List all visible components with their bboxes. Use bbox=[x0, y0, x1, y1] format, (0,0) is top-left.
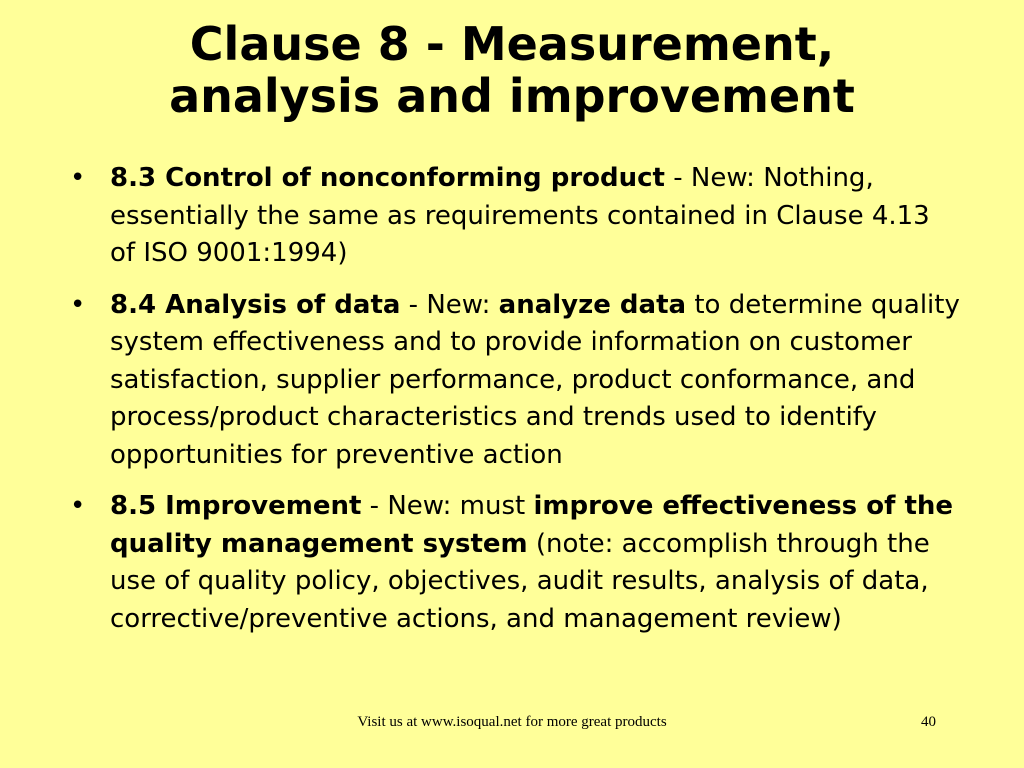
bullet-8-5 bbox=[70, 488, 960, 638]
title-line-1: Clause 8 - Measurement, bbox=[189, 17, 835, 71]
bullet-8-4 bbox=[70, 287, 960, 475]
footer-link-text[interactable]: Visit us at www.isoqual.net for more great products bbox=[357, 714, 667, 730]
bullet-separator: - bbox=[400, 289, 427, 320]
title-line-2: analysis and improvement bbox=[169, 69, 855, 123]
bullet-dot-icon: • bbox=[70, 491, 86, 521]
bullet-list bbox=[70, 160, 960, 652]
bullet-separator: - bbox=[664, 163, 691, 193]
bullet-text: New: bbox=[426, 289, 499, 320]
slide-title bbox=[40, 18, 984, 122]
bullet-emphasis: analyze data bbox=[498, 289, 687, 320]
bullet-text: New: Nothing, essentially the same as requirements contained in Clause 4.13 of ISO 9001:1994) bbox=[110, 163, 930, 268]
bullet-text-continued: (note: accomplish through the use of quality policy, objectives, audit results, analysis of data, corrective/preventive actions, and management review) bbox=[110, 528, 930, 634]
bullet-text-continued: to determine quality system effectiveness and to provide information on customer satisfaction, supplier performance, product conformance, and process/product characteristics and trends used to identify opportunities for preventive action bbox=[110, 289, 960, 470]
page-number: 40 bbox=[921, 714, 936, 730]
bullet-separator: - bbox=[361, 491, 388, 521]
bullet-heading: 8.3 Control of nonconforming product bbox=[110, 163, 665, 193]
bullet-heading: 8.5 Improvement bbox=[110, 491, 362, 521]
bullet-dot-icon: • bbox=[70, 289, 86, 320]
bullet-heading: 8.4 Analysis of data bbox=[110, 289, 401, 320]
bullet-text: New: must bbox=[387, 491, 534, 521]
bullet-8-3 bbox=[70, 160, 960, 273]
bullet-emphasis: improve effectiveness of the quality management system bbox=[110, 491, 954, 559]
bullet-dot-icon: • bbox=[70, 163, 86, 193]
